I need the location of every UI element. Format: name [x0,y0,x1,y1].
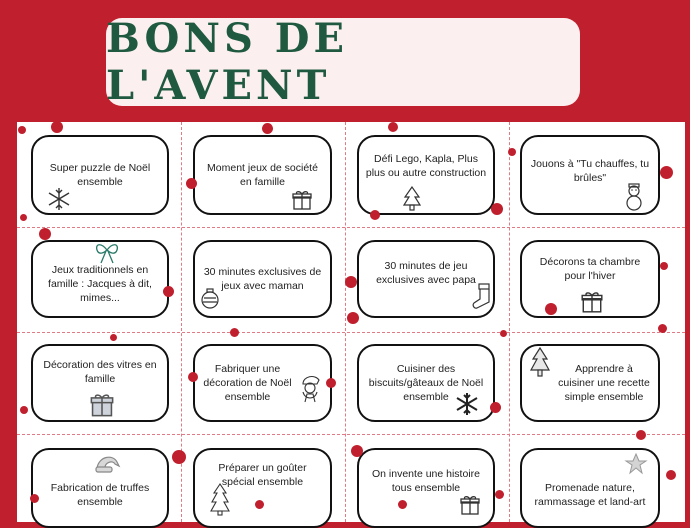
coupon-text: On invente une histoire tous ensemble [372,467,480,494]
coupon-text: Jouons à "Tu chauffes, tu brûles" [530,157,650,184]
coupon-card [520,448,660,528]
coupon-card [357,240,495,318]
coupon-card [520,135,660,215]
decor-dot [188,372,198,382]
decor-dot [18,126,26,134]
coupon-text: Promenade nature, rammassage et land-art [534,481,646,508]
gift-icon [291,189,313,211]
coupon-card [357,135,495,215]
coupon-card [193,448,332,528]
decor-dot [39,228,51,240]
coupon-text: Fabriquer une décoration de Noël ensemble [203,362,292,404]
coupon-card [357,344,495,422]
title-banner [106,15,580,109]
coupon-text: Jeux traditionnels en famille : Jacques à dit, mimes... [48,263,152,305]
coupon-card [357,448,495,528]
cut-line [17,227,685,228]
coupon-card [520,344,660,422]
decor-dot [172,450,186,464]
coupon-card [31,344,169,422]
snowflake-icon [47,187,71,211]
coupon-card [520,240,660,318]
coupon-card [193,135,332,215]
star-icon [624,452,648,476]
coupon-card [31,448,169,528]
decor-dot [666,470,676,480]
coupon-text: Fabrication de truffes ensemble [50,481,150,508]
coupon-text: Apprendre à cuisiner une recette simple ensemble [558,362,650,404]
coupon-text: 30 minutes de jeu exclusives avec papa [376,259,476,286]
decor-dot [636,430,646,440]
decor-dot [491,203,503,215]
christmas-tree-icon [528,346,552,380]
coupon-text: Défi Lego, Kapla, Plus plus ou autre construction [365,152,487,179]
decor-dot [30,494,39,503]
gift-icon [89,392,115,418]
decor-dot [388,122,398,132]
santa-icon [297,372,323,404]
decor-dot [660,262,668,270]
decor-dot [110,334,117,341]
christmas-tree-icon [401,185,423,211]
coupon-text: Préparer un goûter spécial ensemble [218,461,307,488]
decor-dot [658,324,667,333]
cut-line [17,332,685,333]
decor-dot [230,328,239,337]
coupon-text: Décoration des vitres en famille [43,358,157,385]
coupon-text: Moment jeux de société en famille [207,161,318,188]
coupon-text: Super puzzle de Noël ensemble [49,161,151,188]
decor-dot [660,166,673,179]
cut-line [17,434,685,435]
gift-icon [580,290,604,314]
coupon-card [193,240,332,318]
coupon-card [31,135,169,215]
cut-line [345,122,346,522]
decor-dot [500,330,507,337]
gift-icon [459,494,481,516]
decor-dot [20,406,28,414]
decor-dot [186,178,197,189]
decor-dot [51,121,63,133]
coupon-card [31,240,169,318]
snowman-icon [622,183,646,211]
decor-dot [345,276,357,288]
coupon-text: Décorons ta chambre pour l'hiver [539,255,641,282]
decor-dot [347,312,359,324]
cut-line [509,122,510,522]
decor-dot [508,148,516,156]
coupon-text: Cuisiner des biscuits/gâteaux de Noël ensemble [368,362,484,404]
santa-hat-icon [93,452,121,474]
decor-dot [163,286,174,297]
decor-dot [255,500,264,509]
decor-dot [20,214,27,221]
page-title: BONS DE L'AVENT [106,15,348,109]
bow-icon [93,242,121,264]
decor-dot [326,378,336,388]
decor-dot [370,210,380,220]
decor-dot [262,123,273,134]
coupon-text: 30 minutes exclusives de jeux avec maman [203,265,322,292]
decor-dot [398,500,407,509]
decor-dot [351,445,363,457]
decor-dot [490,402,501,413]
decor-dot [545,303,557,315]
coupon-card [193,344,332,422]
decor-dot [495,490,504,499]
